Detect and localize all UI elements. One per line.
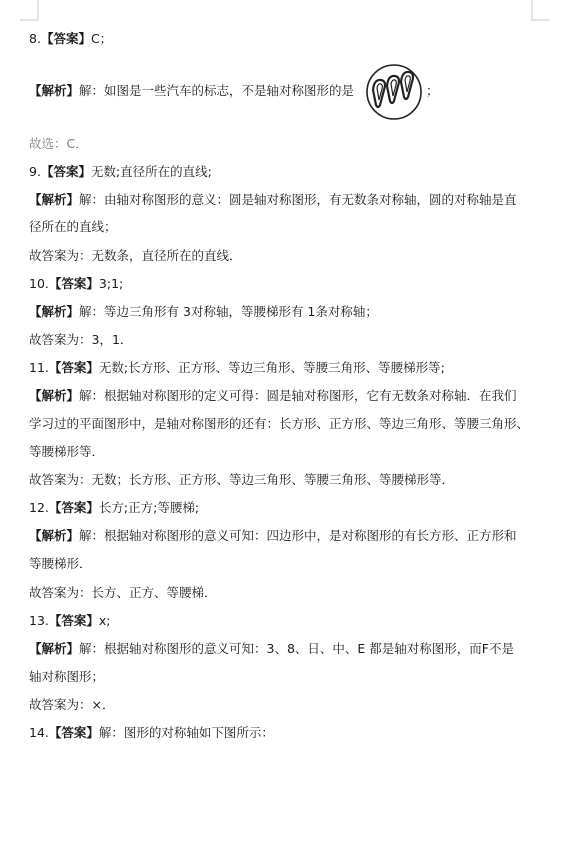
answer-tag: 【答案】: [48, 276, 99, 291]
q11-analysis-line-1: [29, 388, 517, 404]
q10-conclusion: 故答案为：3，1．: [29, 332, 133, 347]
answer-tag: 【答案】: [48, 725, 99, 740]
q13-analysis-line-2: 轴对称图形；: [29, 669, 105, 684]
analysis-text: 解：根据轴对称图形的定义可得：圆是轴对称图形，它有无数条对称轴．在我们: [79, 388, 517, 403]
answer-tag: 【答案】: [40, 31, 91, 46]
answer-tag: 【答案】: [48, 360, 99, 375]
analysis-text: 解：由轴对称图形的意义：圆是轴对称图形，有无数条对称轴，圆的对称轴是直: [79, 192, 517, 207]
analysis-text: 解：如图是一些汽车的标志，不是轴对称图形的是: [79, 83, 355, 98]
q11-analysis-line-3: 等腰梯形等．: [29, 444, 105, 459]
analysis-text: 解：根据轴对称图形的意义可知：四边形中，是对称图形的有长方形、正方形和: [79, 528, 517, 543]
analysis-tag: 【解析】: [29, 192, 80, 207]
q10-answer-line: [29, 276, 123, 292]
answer-tag: 【答案】: [40, 164, 91, 179]
answer-text: x;: [98, 613, 111, 628]
q9-conclusion: 故答案为：无数条，直径所在的直线．: [29, 248, 242, 263]
top-right-corner-mark: [526, 0, 550, 26]
q12-analysis-line-1: [29, 528, 517, 544]
analysis-tag: 【解析】: [29, 528, 80, 543]
q11-answer-line: [29, 360, 445, 376]
top-left-corner-mark: [20, 0, 44, 26]
q8-conclusion: 故选：C．: [29, 136, 88, 151]
q13-answer-line: [29, 613, 111, 629]
q9-analysis-line-2: 径所在的直线；: [29, 219, 117, 234]
answer-text: 无数;直径所在的直线;: [90, 164, 212, 179]
question-number: 10.: [29, 276, 49, 291]
q9-answer-line: [29, 164, 212, 180]
answer-text: 3;1;: [98, 276, 124, 291]
answer-text: 解：图形的对称轴如下图所示：: [98, 725, 274, 740]
question-number: 14.: [29, 725, 49, 740]
q9-analysis-line-1: [29, 192, 517, 208]
q13-analysis-line-1: [29, 641, 514, 657]
answer-text: C；: [90, 31, 113, 46]
analysis-tag: 【解析】: [29, 83, 80, 98]
q8-analysis-line: [29, 83, 354, 99]
analysis-tag: 【解析】: [29, 304, 80, 319]
analysis-text: 解：根据轴对称图形的意义可知：3、8、日、中、E 都是轴对称图形，而F不是: [79, 641, 514, 656]
answer-text: 长方;正方;等腰梯;: [98, 500, 200, 515]
question-number: 13.: [29, 613, 49, 628]
question-number: 11.: [29, 360, 49, 375]
q8-analysis-trailing: [426, 83, 439, 99]
question-number: 12.: [29, 500, 49, 515]
three-claw-car-logo-icon: [365, 63, 423, 121]
q11-analysis-line-2: 学习过的平面图形中，是轴对称图形的还有：长方形、正方形、等边三角形、等腰三角形、: [29, 416, 530, 431]
q13-conclusion: 故答案为：×．: [29, 697, 115, 712]
analysis-tag: 【解析】: [29, 641, 80, 656]
question-number: 9.: [29, 164, 41, 179]
answer-text: 无数;长方形、正方形、等边三角形、等腰三角形、等腰梯形等;: [98, 360, 445, 375]
q10-analysis-line: [29, 304, 378, 320]
question-number: 8.: [29, 31, 41, 46]
q12-answer-line: [29, 500, 199, 516]
q8-answer-line: [29, 31, 112, 47]
q11-conclusion: 故答案为：无数；长方形、正方形、等边三角形、等腰三角形、等腰梯形等．: [29, 472, 455, 487]
analysis-trailing-punct: ；: [426, 83, 439, 98]
analysis-tag: 【解析】: [29, 388, 80, 403]
analysis-text: 解：等边三角形有 3对称轴，等腰梯形有 1条对称轴；: [79, 304, 378, 319]
answer-tag: 【答案】: [48, 613, 99, 628]
answer-tag: 【答案】: [48, 500, 99, 515]
q12-conclusion: 故答案为：长方、正方、等腰梯．: [29, 585, 217, 600]
q12-analysis-line-2: 等腰梯形．: [29, 556, 92, 571]
q14-answer-line: [29, 725, 274, 741]
